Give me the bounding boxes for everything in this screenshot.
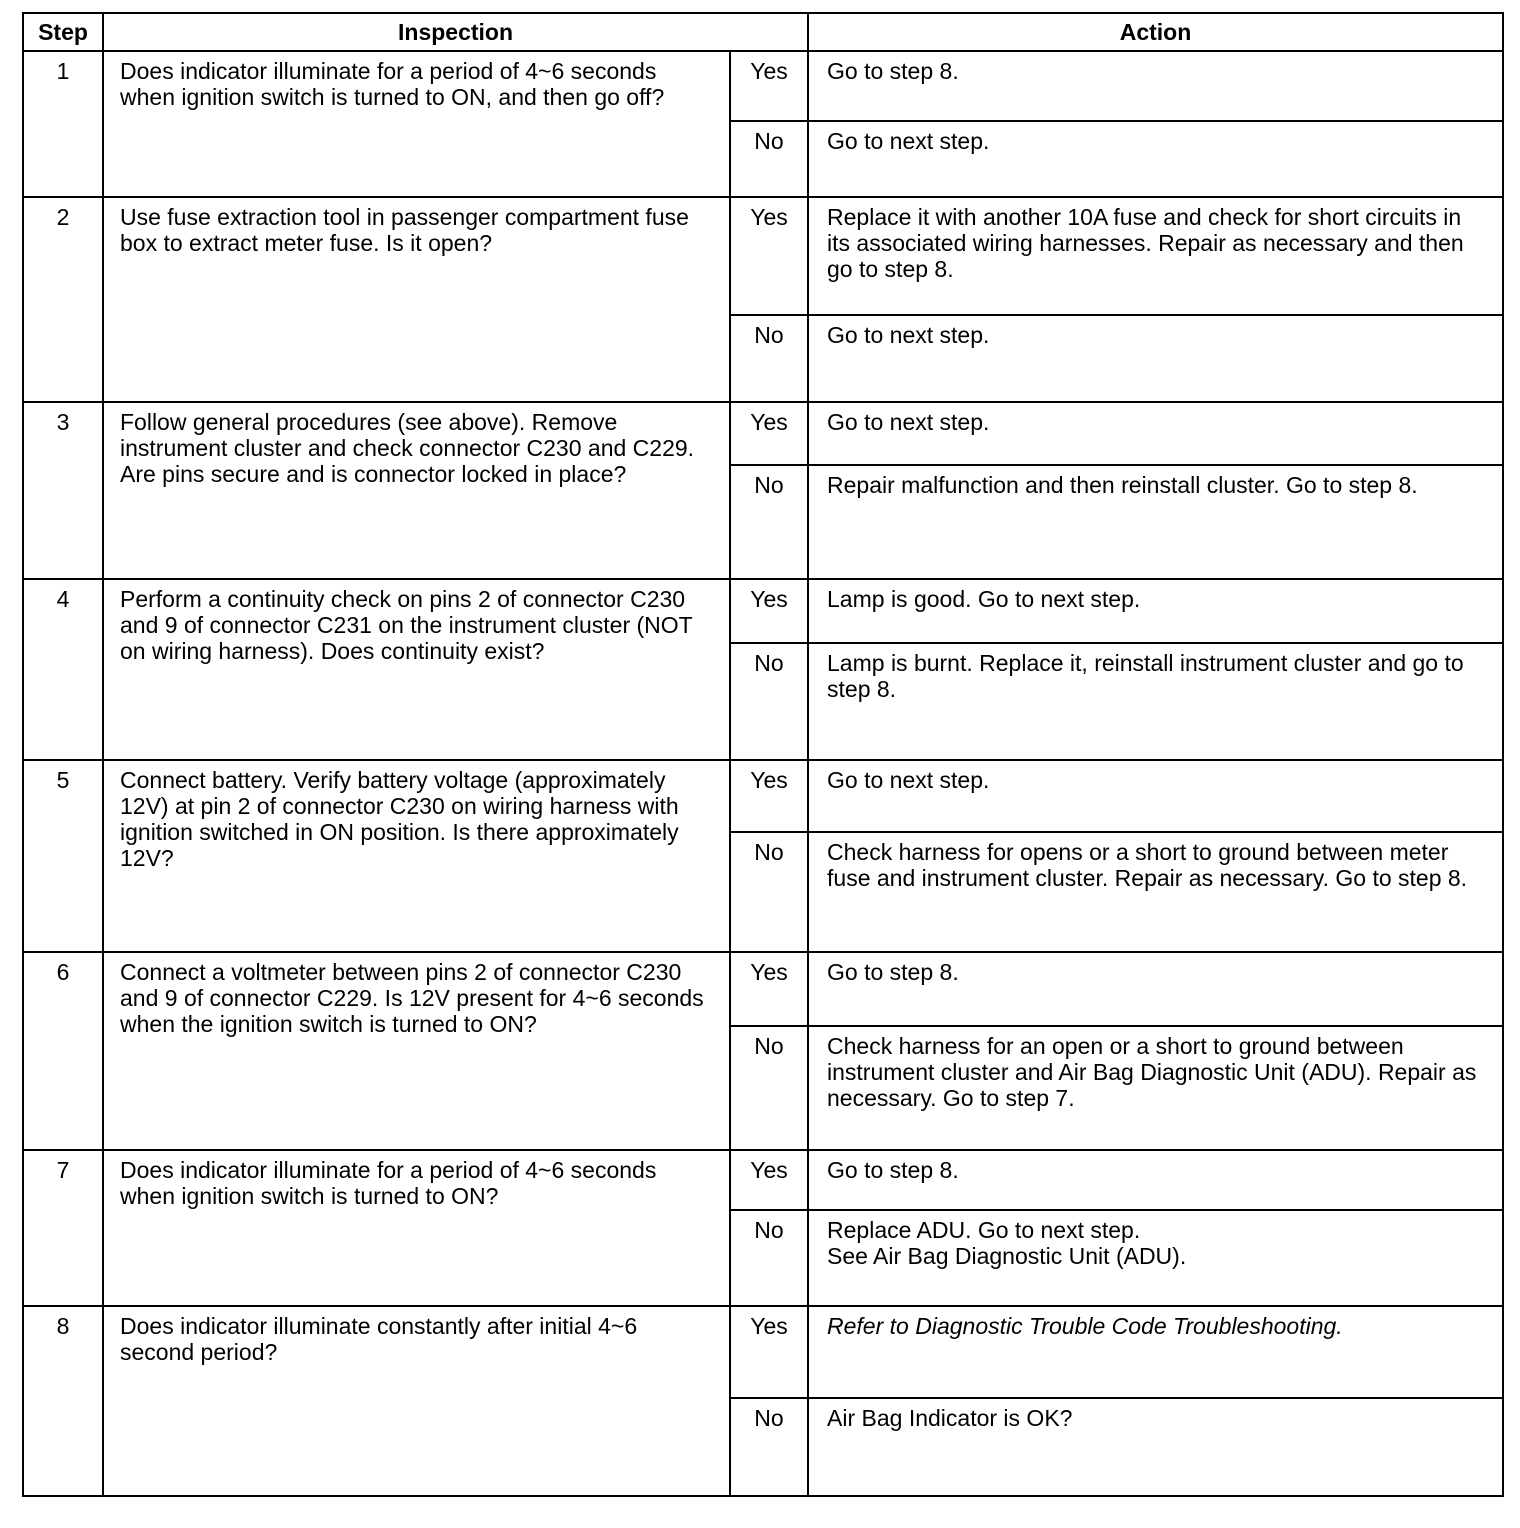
- step-number: 3: [23, 402, 103, 579]
- yes-label: Yes: [730, 760, 808, 832]
- yes-action: Refer to Diagnostic Trouble Code Troubleshooting.: [808, 1306, 1503, 1398]
- inspection-text: Does indicator illuminate constantly after initial 4~6 second period?: [103, 1306, 730, 1496]
- step-number: 6: [23, 952, 103, 1150]
- table-row: [23, 1150, 1503, 1210]
- yes-action: Go to step 8.: [808, 952, 1503, 1026]
- table-row: [23, 579, 1503, 643]
- step-number: 4: [23, 579, 103, 760]
- yes-label: Yes: [730, 579, 808, 643]
- no-label: No: [730, 465, 808, 579]
- inspection-text: Connect a voltmeter between pins 2 of connector C230 and 9 of connector C229. Is 12V present for 4~6 seconds when the ignition switch is turned to ON?: [103, 952, 730, 1150]
- no-action: Lamp is burnt. Replace it, reinstall instrument cluster and go to step 8.: [808, 643, 1503, 760]
- inspection-text: Does indicator illuminate for a period of 4~6 seconds when ignition switch is turned to ON, and then go off?: [103, 51, 730, 197]
- no-action: Check harness for opens or a short to ground between meter fuse and instrument cluster. Repair as necessary. Go to step 8.: [808, 832, 1503, 952]
- no-label: No: [730, 832, 808, 952]
- no-label: No: [730, 121, 808, 197]
- inspection-text: Follow general procedures (see above). Remove instrument cluster and check connector C230 and C229. Are pins secure and is connector locked in place?: [103, 402, 730, 579]
- header-step: Step: [23, 13, 103, 51]
- no-action: Go to next step.: [808, 315, 1503, 402]
- no-action: Repair malfunction and then reinstall cluster. Go to step 8.: [808, 465, 1503, 579]
- no-label: No: [730, 315, 808, 402]
- step-number: 5: [23, 760, 103, 952]
- no-action: Air Bag Indicator is OK?: [808, 1398, 1503, 1496]
- table-row: [23, 197, 1503, 315]
- yes-label: Yes: [730, 952, 808, 1026]
- inspection-text: Use fuse extraction tool in passenger compartment fuse box to extract meter fuse. Is it open?: [103, 197, 730, 402]
- diagnostic-table: [22, 12, 1504, 1497]
- inspection-text: Perform a continuity check on pins 2 of connector C230 and 9 of connector C231 on the instrument cluster (NOT on wiring harness). Does continuity exist?: [103, 579, 730, 760]
- header-action: Action: [808, 13, 1503, 51]
- yes-label: Yes: [730, 51, 808, 121]
- yes-action: Go to step 8.: [808, 51, 1503, 121]
- inspection-text: Connect battery. Verify battery voltage (approximately 12V) at pin 2 of connector C230 on wiring harness with ignition switched in ON position. Is there approximately 12V?: [103, 760, 730, 952]
- step-number: 1: [23, 51, 103, 197]
- table-row: [23, 51, 1503, 121]
- diagnostic-table-page: [22, 12, 1502, 1497]
- yes-label: Yes: [730, 402, 808, 465]
- yes-action: Go to next step.: [808, 402, 1503, 465]
- table-row: [23, 1306, 1503, 1398]
- table-row: [23, 760, 1503, 832]
- yes-label: Yes: [730, 197, 808, 315]
- header-row: [23, 13, 1503, 51]
- step-number: 8: [23, 1306, 103, 1496]
- no-action: Go to next step.: [808, 121, 1503, 197]
- yes-label: Yes: [730, 1306, 808, 1398]
- yes-action: Lamp is good. Go to next step.: [808, 579, 1503, 643]
- no-label: No: [730, 1210, 808, 1306]
- table-row: [23, 952, 1503, 1026]
- yes-label: Yes: [730, 1150, 808, 1210]
- table-row: [23, 402, 1503, 465]
- no-label: No: [730, 1398, 808, 1496]
- step-number: 2: [23, 197, 103, 402]
- yes-action: Go to step 8.: [808, 1150, 1503, 1210]
- header-inspection: Inspection: [103, 13, 808, 51]
- step-number: 7: [23, 1150, 103, 1306]
- yes-action: Go to next step.: [808, 760, 1503, 832]
- yes-action: Replace it with another 10A fuse and check for short circuits in its associated wiring harnesses. Repair as necessary and then go to step 8.: [808, 197, 1503, 315]
- no-action: Check harness for an open or a short to ground between instrument cluster and Air Bag Diagnostic Unit (ADU). Repair as necessary. Go to step 7.: [808, 1026, 1503, 1150]
- no-label: No: [730, 1026, 808, 1150]
- no-label: No: [730, 643, 808, 760]
- inspection-text: Does indicator illuminate for a period of 4~6 seconds when ignition switch is turned to ON?: [103, 1150, 730, 1306]
- no-action: Replace ADU. Go to next step. See Air Bag Diagnostic Unit (ADU).: [808, 1210, 1503, 1306]
